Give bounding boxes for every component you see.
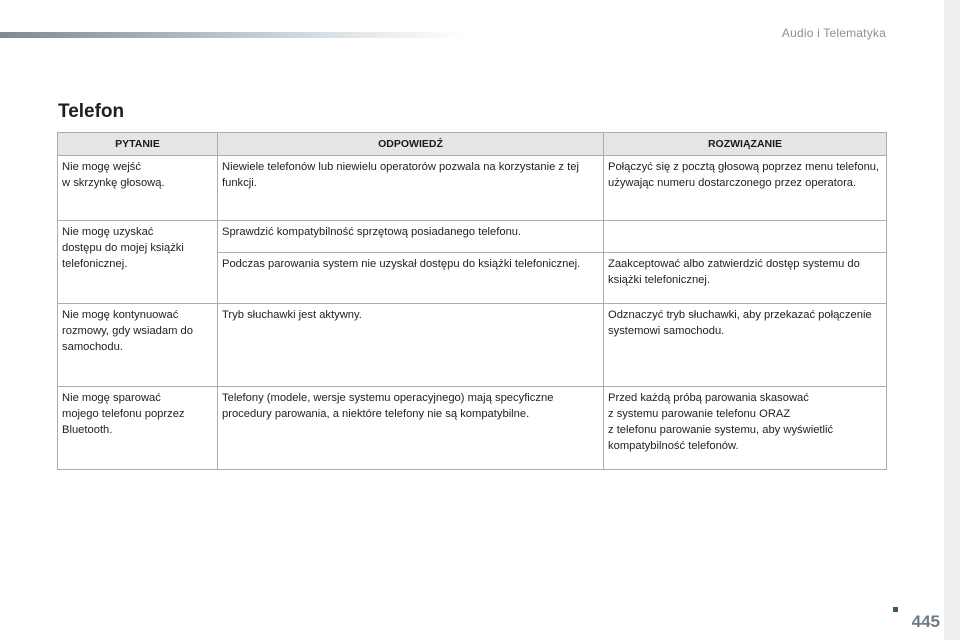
column-header-solution: ROZWIĄZANIE [604, 133, 887, 156]
solution-cell: Połączyć się z pocztą głosową poprzez menu telefonu, używając numeru dostarczonego przez operatora. [604, 156, 887, 221]
answer-cell: Sprawdzić kompatybilność sprzętową posiadanego telefonu. [218, 221, 604, 253]
solution-cell: Przed każdą próbą parowania skasować z systemu parowanie telefonu ORAZ z telefonu parowanie systemu, aby wyświetlić kompatybilność telefonów. [604, 387, 887, 470]
header-accent-bar [0, 32, 470, 38]
answer-cell: Podczas parowania system nie uzyskał dostępu do książki telefonicznej. [218, 253, 604, 304]
solution-cell [604, 221, 887, 253]
page-edge-strip [944, 0, 960, 640]
column-header-answer: ODPOWIEDŹ [218, 133, 604, 156]
table-row [58, 221, 887, 253]
question-cell: Nie mogę sparować mojego telefonu poprzez Bluetooth. [58, 387, 218, 470]
column-header-question: PYTANIE [58, 133, 218, 156]
table-row [58, 156, 887, 221]
table-row [58, 387, 887, 470]
page-number: 445 [911, 612, 940, 631]
answer-cell: Telefony (modele, wersje systemu operacyjnego) mają specyficzne procedury parowania, a niektóre telefony nie są kompatybilne. [218, 387, 604, 470]
section-title: Audio i Telematyka [781, 26, 886, 40]
table-row [58, 304, 887, 387]
solution-cell: Odznaczyć tryb słuchawki, aby przekazać połączenie systemowi samochodu. [604, 304, 887, 387]
faq-table [57, 132, 887, 470]
answer-cell: Niewiele telefonów lub niewielu operatorów pozwala na korzystanie z tej funkcji. [218, 156, 604, 221]
page-heading: Telefon [58, 101, 125, 122]
table-header-row [58, 133, 887, 156]
page-marker [893, 607, 898, 612]
solution-cell: Zaakceptować albo zatwierdzić dostęp systemu do książki telefonicznej. [604, 253, 887, 304]
question-cell: Nie mogę uzyskać dostępu do mojej książki telefonicznej. [58, 221, 218, 304]
question-cell: Nie mogę wejść w skrzynkę głosową. [58, 156, 218, 221]
question-cell: Nie mogę kontynuować rozmowy, gdy wsiadam do samochodu. [58, 304, 218, 387]
answer-cell: Tryb słuchawki jest aktywny. [218, 304, 604, 387]
